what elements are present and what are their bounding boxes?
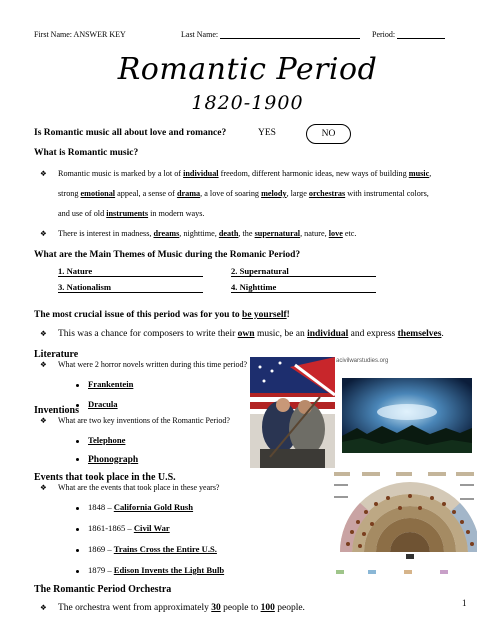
- inventions-question: ❖ What are two key inventions of the Romantic Period?: [40, 416, 230, 425]
- invention-item-2: Phonograph: [76, 455, 138, 465]
- diamond-bullet-icon: ❖: [40, 603, 47, 612]
- literature-item-2: Dracula: [76, 399, 118, 409]
- orchestra-seating-diagram: [332, 470, 477, 578]
- orchestra-heading: The Romantic Period Orchestra: [34, 584, 172, 595]
- event-item-1: 1848 – California Gold Rush: [76, 502, 193, 512]
- theme-item-3: 3. Nationalism: [58, 282, 203, 293]
- inventions-heading: Inventions: [34, 405, 80, 416]
- literature-question: ❖ What were 2 horror novels written during this time period?: [40, 360, 248, 369]
- diamond-bullet-icon: ❖: [40, 329, 47, 338]
- crucial-issue: The most crucial issue of this period was for you to be yourself!: [34, 310, 290, 320]
- last-name-blank: [220, 30, 360, 39]
- q2-question: What is Romantic music?: [34, 148, 139, 158]
- event-item-3: 1869 – Trains Cross the Entire U.S.: [76, 544, 217, 554]
- diamond-bullet-icon: ❖: [40, 483, 47, 492]
- page-subtitle: 1820-1900: [191, 92, 304, 114]
- q2-bullet-2: ❖ There is interest in madness, dreams, nighttime, death, the supernatural, nature, love etc.: [58, 224, 478, 244]
- crucial-bullet: ❖ This was a chance for composers to write their own music, be an individual and express themselves.: [40, 329, 444, 339]
- orchestra-bullet: ❖ The orchestra went from approximately 30 people to 100 people.: [40, 603, 305, 613]
- q1-no-circled: NO: [306, 124, 351, 144]
- q1-yes: YES: [258, 128, 276, 138]
- period-blank: [397, 30, 445, 39]
- themes-question: What are the Main Themes of Music during the Romanic Period?: [34, 250, 301, 260]
- diamond-bullet-icon: ❖: [40, 229, 47, 238]
- event-item-4: 1879 – Edison Invents the Light Bulb: [76, 565, 224, 575]
- invention-item-1: Telephone: [76, 435, 125, 445]
- diamond-bullet-icon: ❖: [40, 416, 47, 425]
- page-number: 1: [462, 598, 467, 608]
- first-name-label: First Name: ANSWER KEY: [34, 30, 126, 39]
- events-heading: Events that took place in the U.S.: [34, 472, 176, 483]
- theme-item-1: 1. Nature: [58, 266, 203, 277]
- diamond-bullet-icon: ❖: [40, 360, 47, 369]
- diamond-bullet-icon: ❖: [40, 169, 47, 178]
- period-label: Period:: [372, 30, 396, 39]
- literature-heading: Literature: [34, 349, 79, 360]
- event-item-2: 1861-1865 – Civil War: [76, 523, 170, 533]
- theme-item-2: 2. Supernatural: [231, 266, 376, 277]
- night-sky-image: [342, 378, 472, 453]
- last-name-field: [181, 30, 360, 39]
- literature-item-1: Frankentein: [76, 379, 133, 389]
- image-caption: acivilwarstudies.org: [336, 358, 389, 364]
- period-field: [372, 30, 445, 39]
- last-name-label: Last Name:: [181, 30, 219, 39]
- q2-bullet-1: ❖ Romantic music is marked by a lot of individual freedom, different harmonic ideas, new ways of building music, strong emotional appeal, a sense of drama, a love of soaring melody, large orchestras with instrumental colors, and use of old instruments in modern ways.: [58, 164, 478, 224]
- q1-question: Is Romantic music all about love and romance?: [34, 128, 227, 138]
- civil-war-image: [250, 357, 335, 468]
- theme-item-4: 4. Nighttime: [231, 282, 376, 293]
- events-question: ❖ What are the events that took place in these years?: [40, 483, 220, 492]
- page-title: Romantic Period: [117, 52, 378, 87]
